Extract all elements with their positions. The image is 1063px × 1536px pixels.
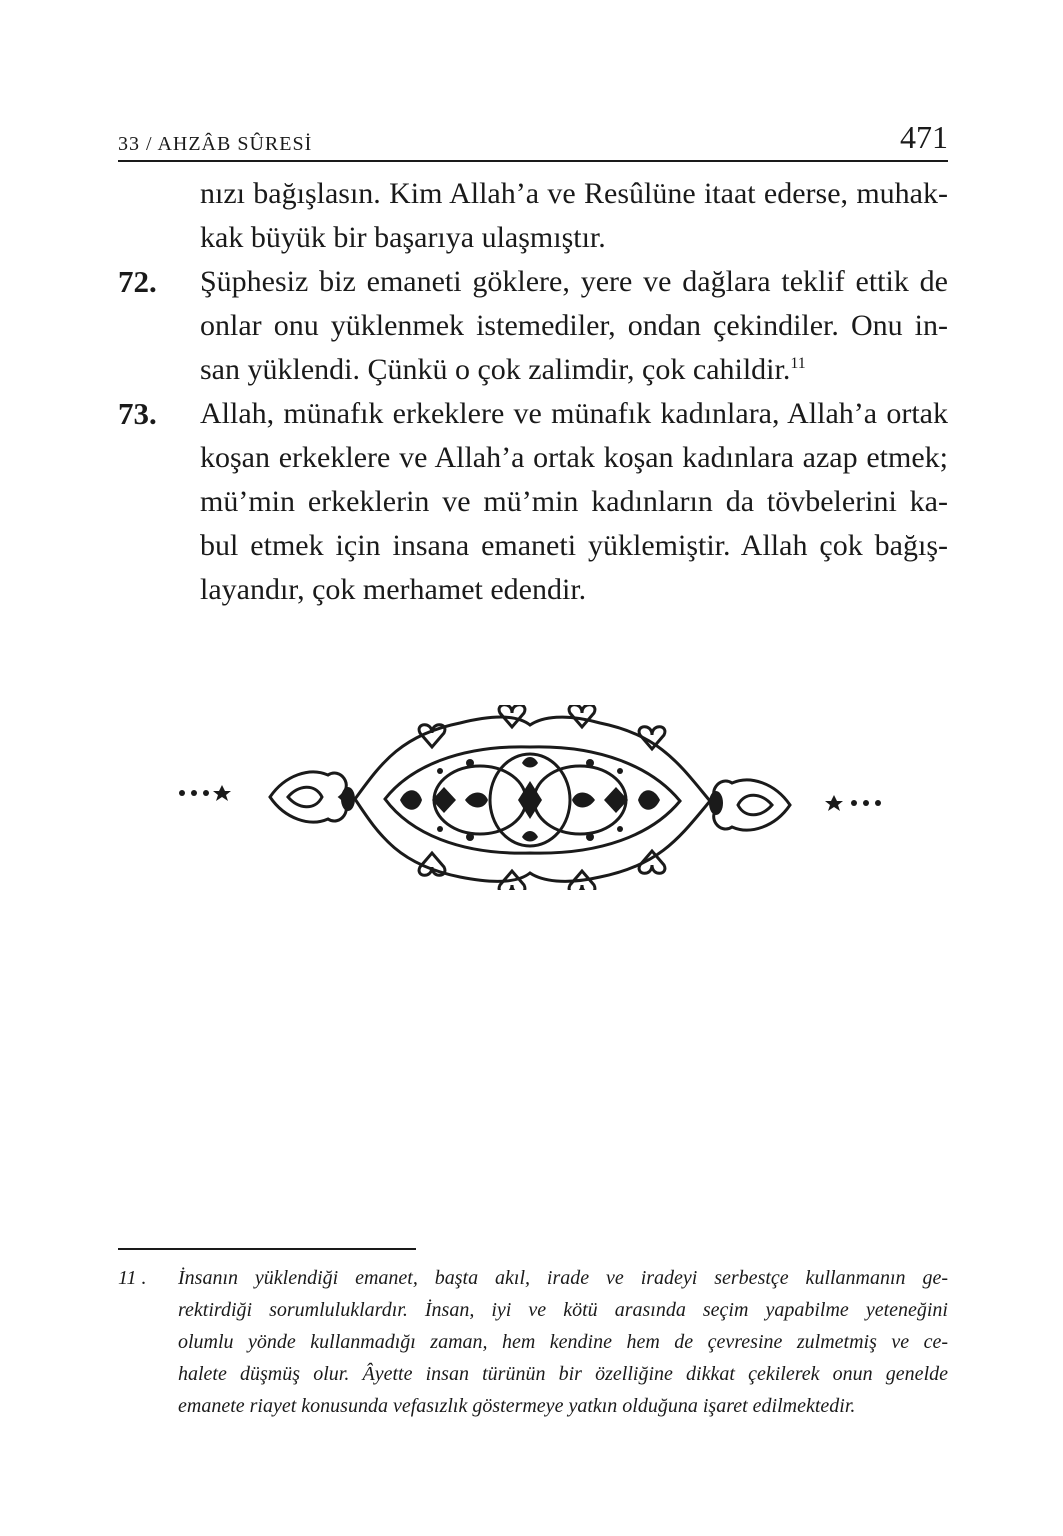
floral-rumi-ornament-icon	[170, 705, 890, 890]
text-line: kak büyük bir başarıya ulaşmıştır.	[200, 221, 606, 254]
text-line: Allah, münafık erkeklere ve münafık kadınlara, Allah’a ortak	[200, 397, 948, 430]
footnote-reference[interactable]: 11	[790, 355, 806, 372]
footnote-11	[118, 1262, 948, 1422]
footnote-separator	[118, 1248, 416, 1250]
verse-number: 73.	[118, 396, 157, 431]
footnote-number: 11 .	[118, 1267, 147, 1289]
text-line: onlar onu yüklenmek istemediler, ondan çekindiler. Onu in-	[200, 309, 948, 342]
text-line-content: san yüklendi. Çünkü o çok zalimdir, çok cahildir.	[200, 353, 791, 386]
page-number: 471	[900, 119, 948, 155]
intro-paragraph	[118, 172, 948, 260]
verse-number: 72.	[118, 264, 157, 299]
main-text	[118, 172, 948, 612]
text-line	[200, 348, 948, 392]
footnote-body	[118, 1262, 948, 1422]
running-header	[118, 118, 948, 162]
text-line: mü’min erkeklerin ve mü’min kadınların da tövbelerini ka-	[200, 485, 948, 518]
verse-72	[118, 260, 948, 392]
text-line: bul etmek için insana emaneti yüklemiştir. Allah çok bağış-	[200, 529, 948, 562]
text-line: Şüphesiz biz emaneti göklere, yere ve dağlara teklif ettik de	[200, 265, 948, 298]
footnote-line: halete düşmüş olur. Âyette insan türünün bir özelliğine dikkat çekilerek onun genelde	[178, 1363, 948, 1385]
surah-title: 33 / AHZÂB SÛRESİ	[118, 133, 313, 155]
footnote-line: olumlu yönde kullanmadığı zaman, hem kendine hem de çevresine zulmetmiş ve ce-	[178, 1331, 948, 1353]
footnote-line: emanete riayet konusunda vefasızlık göstermeye yatkın olduğuna işaret edilmektedir.	[178, 1395, 856, 1417]
text-line: nızı bağışlasın. Kim Allah’a ve Resûlüne itaat ederse, muhak-	[200, 177, 948, 210]
footnote-line: İnsanın yüklendiği emanet, başta akıl, irade ve iradeyi serbestçe kullanmanın ge-	[178, 1267, 948, 1289]
text-line: layandır, çok merhamet edendir.	[200, 573, 587, 606]
footnote-line: rektirdiği sorumluluklardır. İnsan, iyi ve kötü arasında seçim yapabilme yeteneğini	[178, 1299, 948, 1321]
text-line: koşan erkeklere ve Allah’a ortak koşan kadınlara azap etmek;	[200, 441, 948, 474]
verse-73	[118, 392, 948, 612]
